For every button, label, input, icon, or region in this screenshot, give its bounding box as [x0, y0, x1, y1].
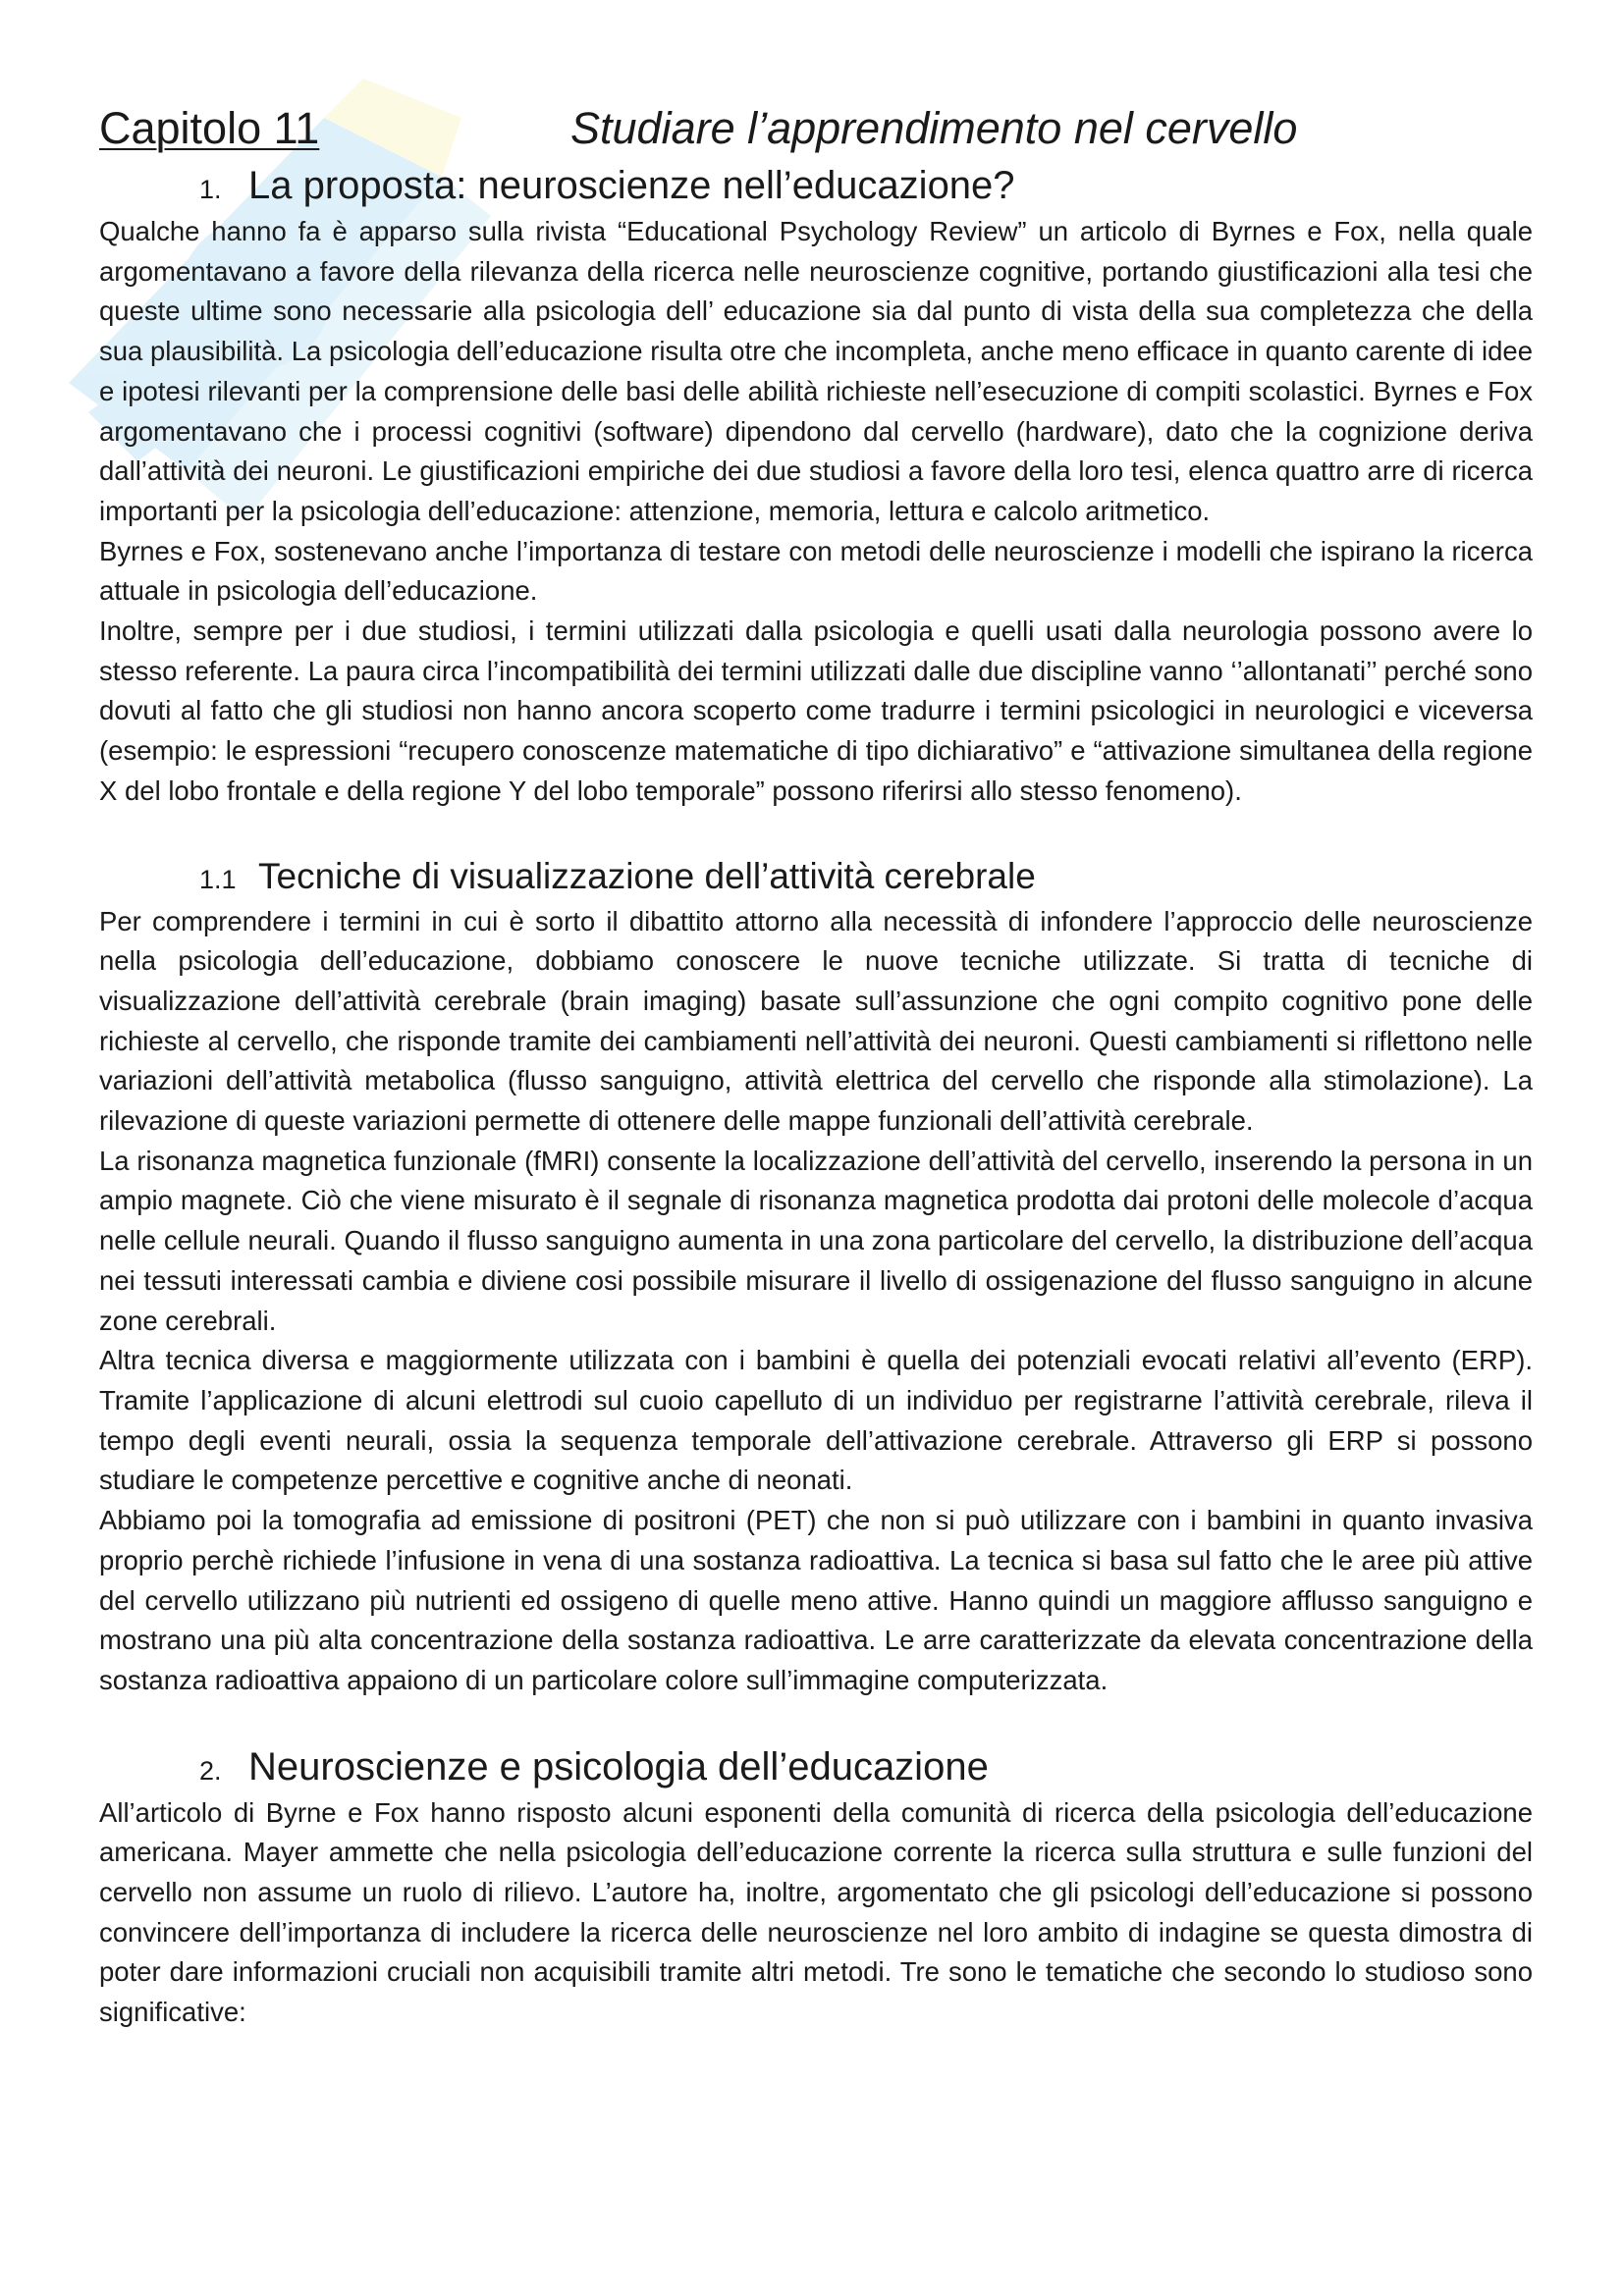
paragraph: Qualche hanno fa è apparso sulla rivista “Educational Psychology Review” un articolo di Byrnes e Fox, nella quale argomentavano a favore della rilevanza della ricerca nelle neuroscienze cognitive, portando giustificazioni alla tesi che queste ultime sono necessarie alla psicologia dell’ educazione sia dal punto di vista della sua completezza che della sua plausibilità. La psicologia dell’educazione risulta otre che incompleta, anche meno efficace in quanto carente di idee e ipotesi rilevanti per la comprensione delle basi delle abilità richieste nell’esecuzione di compiti scolastici. Byrnes e Fox argomentavano che i processi cognitivi (software) dipendono dal cervello (hardware), dato che la cognizione deriva dall’attività dei neuroni. Le giustificazioni empiriche dei due studiosi a favore della loro tesi, elenca quattro arre di ricerca importanti per la psicologia dell’educazione: attenzione, memoria, lettura e calcolo aritmetico.: [99, 216, 1533, 526]
paragraph: All’articolo di Byrne e Fox hanno risposto alcuni esponenti della comunità di ricerca della psicologia dell’educazione americana. Mayer ammette che nella psicologia dell’educazione corrente la ricerca sulla struttura e sulle funzioni del cervello non assume un ruolo di rilievo. L’autore ha, inoltre, argomentato che gli psicologi dell’educazione si possono convincere dell’importanza di includere la ricerca delle neuroscienze nel loro ambito di indagine se questa dimostra di poter dare informazioni cruciali non acquisibili tramite altri metodi. Tre sono le tematiche che secondo lo studioso sono significative:: [99, 1796, 1533, 2028]
section-title: La proposta: neuroscienze nell’educazione?: [248, 164, 1015, 207]
chapter-title: Studiare l’apprendimento nel cervello: [570, 103, 1298, 153]
paragraph: Abbiamo poi la tomografia ad emissione di positroni (PET) che non si può utilizzare con i bambini in quanto invasiva proprio perchè richiede l’infusione in vena di una sostanza radioattiva. La tecnica si basa sul fatto che le aree più attive del cervello utilizzano più nutrienti ed ossigeno di quelle meno attive. Hanno quindi un maggiore afflusso sanguigno e mostrano una più alta concentrazione della sostanza radioattiva. Le arre caratterizzate da elevata concentrazione della sostanza radioattiva appaiono di un particolare colore sull’immagine computerizzata.: [99, 1505, 1533, 1695]
section-heading: [199, 1740, 1533, 1793]
paragraph: La risonanza magnetica funzionale (fMRI) consente la localizzazione dell’attività del cervello, inserendo la persona in un ampio magnete. Ciò che viene misurato è il segnale di risonanza magnetica prodotta dai protoni delle molecole d’acqua nelle cellule neurali. Quando il flusso sanguigno aumenta in una zona particolare del cervello, la distribuzione dell’acqua nei tessuti interessati cambia e diviene cosi possibile misurare il livello di ossigenazione del flusso sanguigno in alcune zone cerebrali.: [99, 1145, 1533, 1336]
spacer: [99, 1701, 1533, 1740]
section-title: Tecniche di visualizzazione dell’attività cerebrale: [258, 855, 1036, 896]
spacer: [99, 812, 1533, 851]
paragraph: Altra tecnica diversa e maggiormente utilizzata con i bambini è quella dei potenziali evocati relativi all’evento (ERP). Tramite l’applicazione di alcuni elettrodi sul cuoio capelluto di un individuo per registrarne l’attività cerebrale, rileva il tempo degli eventi neurali, ossia la sequenza temporale dell’attivazione cerebrale. Attraverso gli ERP si possono studiare le competenze percettive e cognitive anche di neonati.: [99, 1345, 1533, 1496]
chapter-label: Capitolo 11: [99, 103, 320, 153]
section-number: 1.1: [199, 864, 237, 894]
paragraph: Inoltre, sempre per i due studiosi, i termini utilizzati dalla psicologia e quelli usati dalla neurologia possono avere lo stesso referente. La paura circa l’incompatibilità dei termini utilizzati dalle due discipline vanno ‘’allontanati’’ perché sono dovuti al fatto che gli studiosi non hanno ancora scoperto come tradurre i termini psicologici in neurologici e viceversa (esempio: le espressioni “recupero conoscenze matematiche di tipo dichiarativo” e “attivazione simultanea della regione X del lobo frontale e della regione Y del lobo temporale” possono riferirsi allo stesso fenomeno).: [99, 615, 1533, 806]
section-title: Neuroscienze e psicologia dell’educazione: [248, 1744, 989, 1789]
section-number: 1.: [199, 175, 222, 204]
subsection-heading: [199, 851, 1533, 902]
paragraph: Byrnes e Fox, sostenevano anche l’importanza di testare con metodi delle neuroscienze i modelli che ispirano la ricerca attuale in psicologia dell’educazione.: [99, 535, 1533, 607]
chapter-header: [99, 98, 1533, 159]
paragraph: Per comprendere i termini in cui è sorto il dibattito attorno alla necessità di infondere l’approccio delle neuroscienze nella psicologia dell’educazione, dobbiamo conoscere le nuove tecniche utilizzate. Si tratta di tecniche di visualizzazione dell’attività cerebrale (brain imaging) basate sull’assunzione che ogni compito cognitivo pone delle richieste al cervello, che risponde tramite dei cambiamenti nell’attività dei neuroni. Questi cambiamenti si riflettono nelle variazioni dell’attività metabolica (flusso sanguigno, attività elettrica del cervello che risponde alla stimolazione). La rilevazione di queste variazioni permette di ottenere delle mappe funzionali dell’attività cerebrale.: [99, 905, 1533, 1137]
section-heading: [199, 159, 1533, 212]
document-page: [99, 98, 1533, 2033]
section-number: 2.: [199, 1755, 222, 1786]
